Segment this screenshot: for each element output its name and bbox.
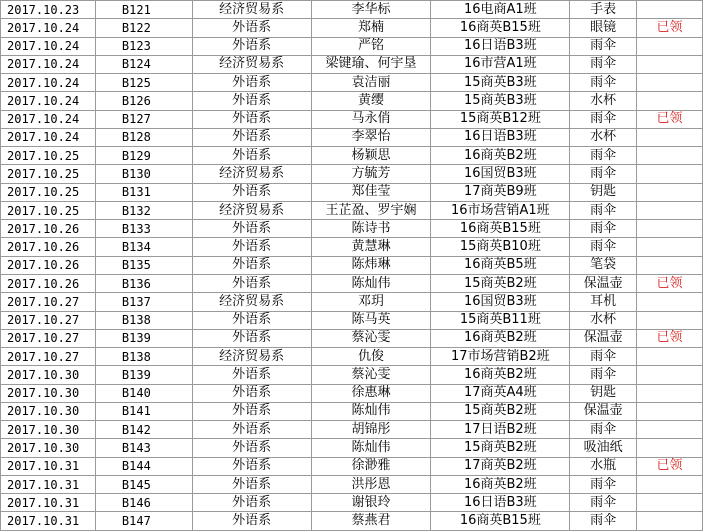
table-row — [1, 384, 703, 402]
cell-status[interactable] — [637, 201, 703, 219]
cell-item[interactable]: 钥匙 — [570, 183, 637, 201]
cell-status[interactable] — [637, 512, 703, 530]
cell-department[interactable]: 经济贸易系 — [192, 293, 311, 311]
table-row — [1, 19, 703, 37]
cell-class[interactable]: 16市营A1班 — [431, 55, 570, 73]
cell-date[interactable]: 2017.10.27 — [1, 348, 96, 366]
cell-status[interactable] — [637, 92, 703, 110]
cell-department[interactable]: 经济贸易系 — [192, 55, 311, 73]
cell-date[interactable]: 2017.10.27 — [1, 329, 96, 347]
cell-item-code[interactable]: B125 — [95, 74, 192, 92]
cell-date[interactable]: 2017.10.25 — [1, 183, 96, 201]
cell-owner-name[interactable]: 杨颖思 — [311, 147, 431, 165]
cell-department[interactable]: 外语系 — [192, 19, 311, 37]
cell-status[interactable] — [637, 348, 703, 366]
cell-date[interactable]: 2017.10.30 — [1, 402, 96, 420]
cell-owner-name[interactable]: 胡锦彤 — [311, 421, 431, 439]
cell-date[interactable]: 2017.10.30 — [1, 421, 96, 439]
cell-owner-name[interactable]: 蔡燕君 — [311, 512, 431, 530]
cell-status[interactable] — [637, 366, 703, 384]
cell-owner-name[interactable]: 蔡沁雯 — [311, 329, 431, 347]
cell-class[interactable]: 15商英B3班 — [431, 92, 570, 110]
cell-status[interactable]: 已领 — [637, 329, 703, 347]
cell-department[interactable]: 外语系 — [192, 274, 311, 292]
cell-date[interactable]: 2017.10.30 — [1, 439, 96, 457]
cell-item-code[interactable]: B140 — [95, 384, 192, 402]
cell-date[interactable]: 2017.10.24 — [1, 37, 96, 55]
cell-class[interactable]: 16日语B3班 — [431, 494, 570, 512]
cell-item-code[interactable]: B133 — [95, 220, 192, 238]
cell-item[interactable]: 水杯 — [570, 311, 637, 329]
cell-item[interactable]: 雨伞 — [570, 494, 637, 512]
table-row — [1, 128, 703, 146]
cell-department[interactable]: 外语系 — [192, 475, 311, 493]
cell-item-code[interactable]: B131 — [95, 183, 192, 201]
cell-class[interactable]: 17商英B2班 — [431, 457, 570, 475]
cell-class[interactable]: 15商英B10班 — [431, 238, 570, 256]
cell-date[interactable]: 2017.10.24 — [1, 19, 96, 37]
cell-date[interactable]: 2017.10.24 — [1, 55, 96, 73]
cell-class[interactable]: 15商英B11班 — [431, 311, 570, 329]
cell-owner-name[interactable]: 李翠怡 — [311, 128, 431, 146]
cell-department[interactable]: 外语系 — [192, 494, 311, 512]
cell-item[interactable]: 保温壶 — [570, 402, 637, 420]
table-row — [1, 512, 703, 530]
cell-item-code[interactable]: B123 — [95, 37, 192, 55]
cell-date[interactable]: 2017.10.23 — [1, 1, 96, 19]
cell-date[interactable]: 2017.10.24 — [1, 92, 96, 110]
table-row — [1, 274, 703, 292]
cell-owner-name[interactable]: 洪彤恩 — [311, 475, 431, 493]
cell-item[interactable]: 眼镜 — [570, 19, 637, 37]
cell-item-code[interactable]: B138 — [95, 348, 192, 366]
cell-date[interactable]: 2017.10.25 — [1, 165, 96, 183]
cell-class[interactable]: 16商英B2班 — [431, 366, 570, 384]
cell-department[interactable]: 外语系 — [192, 183, 311, 201]
cell-status[interactable] — [637, 55, 703, 73]
cell-owner-name[interactable]: 马永俏 — [311, 110, 431, 128]
table-row — [1, 201, 703, 219]
cell-status[interactable] — [637, 256, 703, 274]
cell-item[interactable]: 保温壶 — [570, 274, 637, 292]
cell-item[interactable]: 雨伞 — [570, 366, 637, 384]
cell-status[interactable]: 已领 — [637, 457, 703, 475]
table-row — [1, 256, 703, 274]
cell-date[interactable]: 2017.10.30 — [1, 366, 96, 384]
cell-class[interactable]: 16商英B5班 — [431, 256, 570, 274]
cell-date[interactable]: 2017.10.31 — [1, 494, 96, 512]
cell-department[interactable]: 外语系 — [192, 128, 311, 146]
cell-item[interactable]: 雨伞 — [570, 238, 637, 256]
cell-date[interactable]: 2017.10.26 — [1, 274, 96, 292]
table-row — [1, 366, 703, 384]
table-row — [1, 475, 703, 493]
cell-status[interactable] — [637, 183, 703, 201]
cell-class[interactable]: 15商英B12班 — [431, 110, 570, 128]
cell-status[interactable]: 已领 — [637, 274, 703, 292]
cell-status[interactable] — [637, 494, 703, 512]
cell-department[interactable]: 外语系 — [192, 220, 311, 238]
cell-department[interactable]: 外语系 — [192, 512, 311, 530]
cell-department[interactable]: 外语系 — [192, 439, 311, 457]
table-row — [1, 183, 703, 201]
cell-status[interactable] — [637, 128, 703, 146]
table-row — [1, 74, 703, 92]
cell-owner-name[interactable]: 方毓芳 — [311, 165, 431, 183]
cell-owner-name[interactable]: 陈诗书 — [311, 220, 431, 238]
cell-item[interactable]: 雨伞 — [570, 475, 637, 493]
cell-department[interactable]: 外语系 — [192, 37, 311, 55]
cell-class[interactable]: 16日语B3班 — [431, 37, 570, 55]
cell-owner-name[interactable]: 徐渺雅 — [311, 457, 431, 475]
cell-department[interactable]: 外语系 — [192, 329, 311, 347]
table-row — [1, 37, 703, 55]
cell-item-code[interactable]: B124 — [95, 55, 192, 73]
cell-date[interactable]: 2017.10.24 — [1, 128, 96, 146]
cell-class[interactable]: 16国贸B3班 — [431, 165, 570, 183]
cell-department[interactable]: 外语系 — [192, 238, 311, 256]
cell-date[interactable]: 2017.10.27 — [1, 293, 96, 311]
cell-item[interactable]: 保温壶 — [570, 329, 637, 347]
cell-owner-name[interactable]: 黄缨 — [311, 92, 431, 110]
cell-status[interactable] — [637, 238, 703, 256]
cell-owner-name[interactable]: 王芷盈、罗宇娴 — [311, 201, 431, 219]
cell-date[interactable]: 2017.10.24 — [1, 74, 96, 92]
cell-owner-name[interactable]: 袁洁丽 — [311, 74, 431, 92]
cell-date[interactable]: 2017.10.26 — [1, 256, 96, 274]
cell-department[interactable]: 外语系 — [192, 74, 311, 92]
cell-item[interactable]: 雨伞 — [570, 348, 637, 366]
cell-department[interactable]: 外语系 — [192, 92, 311, 110]
cell-status[interactable] — [637, 402, 703, 420]
table-row — [1, 55, 703, 73]
cell-status[interactable] — [637, 220, 703, 238]
cell-owner-name[interactable]: 谢银玲 — [311, 494, 431, 512]
cell-class[interactable]: 15商英B2班 — [431, 274, 570, 292]
cell-class[interactable]: 17商英A4班 — [431, 384, 570, 402]
cell-department[interactable]: 外语系 — [192, 402, 311, 420]
table-row — [1, 348, 703, 366]
cell-class[interactable]: 16日语B3班 — [431, 128, 570, 146]
cell-item[interactable]: 手表 — [570, 1, 637, 19]
cell-owner-name[interactable]: 陈灿伟 — [311, 402, 431, 420]
cell-class[interactable]: 16国贸B3班 — [431, 293, 570, 311]
cell-class[interactable]: 15商英B2班 — [431, 402, 570, 420]
cell-item[interactable]: 雨伞 — [570, 74, 637, 92]
cell-department[interactable]: 外语系 — [192, 366, 311, 384]
cell-item[interactable]: 雨伞 — [570, 421, 637, 439]
cell-date[interactable]: 2017.10.27 — [1, 311, 96, 329]
cell-owner-name[interactable]: 陈马英 — [311, 311, 431, 329]
cell-item[interactable]: 钥匙 — [570, 384, 637, 402]
cell-department[interactable]: 经济贸易系 — [192, 201, 311, 219]
cell-item[interactable]: 雨伞 — [570, 37, 637, 55]
cell-item-code[interactable]: B135 — [95, 256, 192, 274]
cell-class[interactable]: 15商英B2班 — [431, 439, 570, 457]
table-row — [1, 494, 703, 512]
table-row — [1, 165, 703, 183]
cell-class[interactable]: 16商英B15班 — [431, 220, 570, 238]
cell-date[interactable]: 2017.10.26 — [1, 238, 96, 256]
cell-item-code[interactable]: B144 — [95, 457, 192, 475]
cell-owner-name[interactable]: 邓玥 — [311, 293, 431, 311]
cell-owner-name[interactable]: 陈炜琳 — [311, 256, 431, 274]
cell-item-code[interactable]: B145 — [95, 475, 192, 493]
cell-item-code[interactable]: B134 — [95, 238, 192, 256]
cell-status[interactable] — [637, 475, 703, 493]
cell-department[interactable]: 外语系 — [192, 110, 311, 128]
table-row — [1, 92, 703, 110]
table-row — [1, 1, 703, 19]
cell-owner-name[interactable]: 梁键瑜、何宇垦 — [311, 55, 431, 73]
cell-item-code[interactable]: B143 — [95, 439, 192, 457]
cell-item-code[interactable]: B136 — [95, 274, 192, 292]
cell-item-code[interactable]: B139 — [95, 366, 192, 384]
cell-item-code[interactable]: B146 — [95, 494, 192, 512]
table-row — [1, 457, 703, 475]
cell-class[interactable]: 15商英B3班 — [431, 74, 570, 92]
cell-item[interactable]: 雨伞 — [570, 512, 637, 530]
cell-date[interactable]: 2017.10.24 — [1, 110, 96, 128]
cell-item-code[interactable]: B139 — [95, 329, 192, 347]
cell-class[interactable]: 16市场营销A1班 — [431, 201, 570, 219]
cell-date[interactable]: 2017.10.25 — [1, 201, 96, 219]
table-row — [1, 293, 703, 311]
cell-owner-name[interactable]: 仇俊 — [311, 348, 431, 366]
cell-item[interactable]: 雨伞 — [570, 55, 637, 73]
table-row — [1, 421, 703, 439]
cell-item-code[interactable]: B137 — [95, 293, 192, 311]
cell-item[interactable]: 水瓶 — [570, 457, 637, 475]
cell-status[interactable]: 已领 — [637, 19, 703, 37]
cell-item[interactable]: 水杯 — [570, 128, 637, 146]
cell-owner-name[interactable]: 严铭 — [311, 37, 431, 55]
cell-item[interactable]: 雨伞 — [570, 147, 637, 165]
cell-status[interactable] — [637, 384, 703, 402]
cell-item-code[interactable]: B132 — [95, 201, 192, 219]
cell-department[interactable]: 外语系 — [192, 311, 311, 329]
cell-item-code[interactable]: B129 — [95, 147, 192, 165]
table-row — [1, 329, 703, 347]
cell-department[interactable]: 外语系 — [192, 256, 311, 274]
cell-item-code[interactable]: B147 — [95, 512, 192, 530]
cell-date[interactable]: 2017.10.31 — [1, 457, 96, 475]
cell-class[interactable]: 17市场营销B2班 — [431, 348, 570, 366]
cell-status[interactable] — [637, 165, 703, 183]
cell-owner-name[interactable]: 陈灿伟 — [311, 274, 431, 292]
cell-status[interactable] — [637, 1, 703, 19]
cell-owner-name[interactable]: 蔡沁雯 — [311, 366, 431, 384]
cell-class[interactable]: 16商英B15班 — [431, 512, 570, 530]
cell-status[interactable] — [637, 37, 703, 55]
cell-date[interactable]: 2017.10.31 — [1, 475, 96, 493]
table-row — [1, 238, 703, 256]
cell-item-code[interactable]: B126 — [95, 92, 192, 110]
cell-item[interactable]: 耳机 — [570, 293, 637, 311]
cell-item[interactable]: 雨伞 — [570, 110, 637, 128]
cell-item[interactable]: 雨伞 — [570, 165, 637, 183]
cell-item-code[interactable]: B141 — [95, 402, 192, 420]
cell-date[interactable]: 2017.10.30 — [1, 384, 96, 402]
cell-status[interactable] — [637, 293, 703, 311]
cell-item[interactable]: 吸油纸 — [570, 439, 637, 457]
cell-department[interactable]: 外语系 — [192, 384, 311, 402]
cell-owner-name[interactable]: 黄慧琳 — [311, 238, 431, 256]
cell-owner-name[interactable]: 郑楠 — [311, 19, 431, 37]
cell-owner-name[interactable]: 陈灿伟 — [311, 439, 431, 457]
cell-department[interactable]: 外语系 — [192, 457, 311, 475]
cell-department[interactable]: 外语系 — [192, 147, 311, 165]
table-row — [1, 110, 703, 128]
cell-department[interactable]: 经济贸易系 — [192, 1, 311, 19]
cell-status[interactable] — [637, 421, 703, 439]
cell-date[interactable]: 2017.10.26 — [1, 220, 96, 238]
cell-class[interactable]: 16电商A1班 — [431, 1, 570, 19]
cell-class[interactable]: 16商英B15班 — [431, 19, 570, 37]
cell-status[interactable] — [637, 439, 703, 457]
cell-item[interactable]: 笔袋 — [570, 256, 637, 274]
cell-item[interactable]: 水杯 — [570, 92, 637, 110]
cell-item[interactable]: 雨伞 — [570, 220, 637, 238]
cell-item-code[interactable]: B127 — [95, 110, 192, 128]
cell-status[interactable]: 已领 — [637, 110, 703, 128]
cell-item-code[interactable]: B142 — [95, 421, 192, 439]
cell-item-code[interactable]: B122 — [95, 19, 192, 37]
cell-class[interactable]: 17日语B2班 — [431, 421, 570, 439]
cell-department[interactable]: 经济贸易系 — [192, 165, 311, 183]
table-row — [1, 402, 703, 420]
cell-item-code[interactable]: B130 — [95, 165, 192, 183]
table-row — [1, 439, 703, 457]
cell-status[interactable] — [637, 311, 703, 329]
table-body — [1, 1, 703, 531]
cell-owner-name[interactable]: 郑佳莹 — [311, 183, 431, 201]
cell-class[interactable]: 16商英B2班 — [431, 475, 570, 493]
cell-department[interactable]: 经济贸易系 — [192, 348, 311, 366]
cell-item-code[interactable]: B121 — [95, 1, 192, 19]
cell-class[interactable]: 17商英B9班 — [431, 183, 570, 201]
cell-department[interactable]: 外语系 — [192, 421, 311, 439]
cell-date[interactable]: 2017.10.31 — [1, 512, 96, 530]
table-row — [1, 220, 703, 238]
table-row — [1, 147, 703, 165]
cell-owner-name[interactable]: 徐惠琳 — [311, 384, 431, 402]
cell-date[interactable]: 2017.10.25 — [1, 147, 96, 165]
cell-owner-name[interactable]: 李华标 — [311, 1, 431, 19]
cell-status[interactable] — [637, 74, 703, 92]
table-row — [1, 311, 703, 329]
cell-status[interactable] — [637, 147, 703, 165]
cell-item-code[interactable]: B138 — [95, 311, 192, 329]
cell-class[interactable]: 16商英B2班 — [431, 147, 570, 165]
cell-item[interactable]: 雨伞 — [570, 201, 637, 219]
cell-class[interactable]: 16商英B2班 — [431, 329, 570, 347]
cell-item-code[interactable]: B128 — [95, 128, 192, 146]
